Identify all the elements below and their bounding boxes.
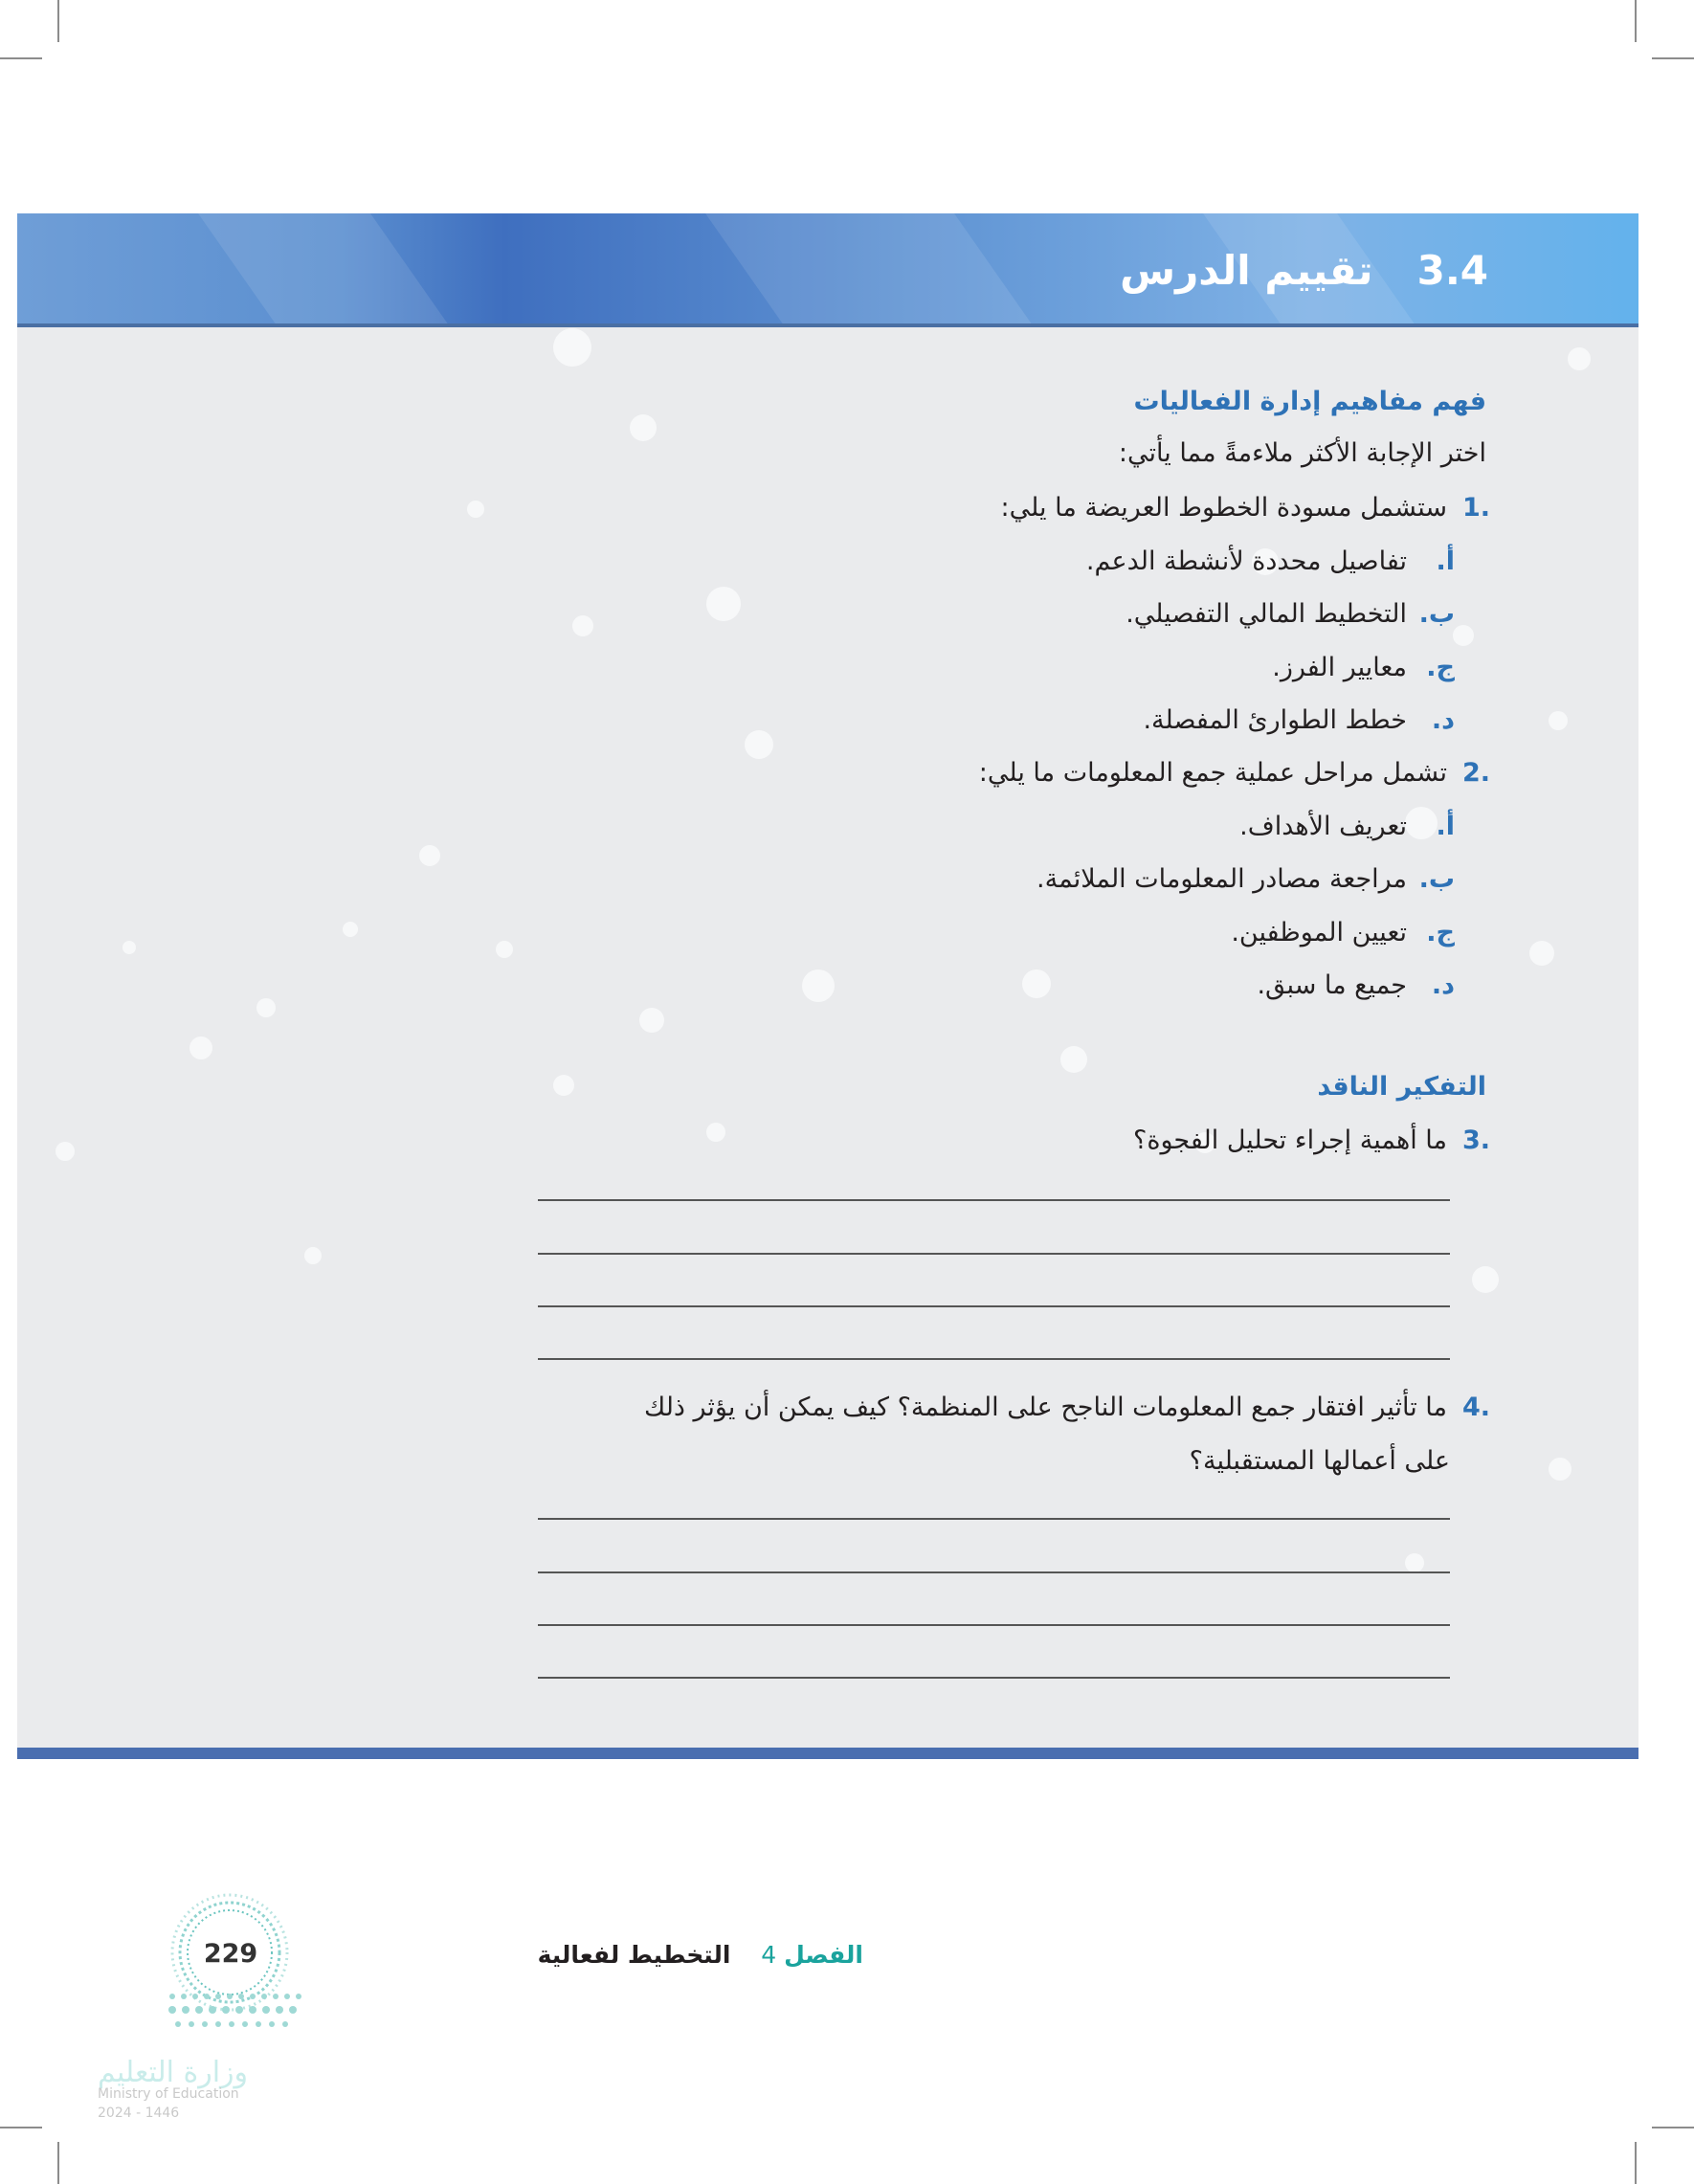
- option-letter: أ.: [1436, 812, 1455, 841]
- section-heading-critical-thinking: التفكير الناقد: [1317, 1072, 1486, 1102]
- ministry-name-arabic: وزارة التعليم: [98, 2056, 249, 2089]
- question-number: 4.: [1462, 1393, 1491, 1422]
- chapter-title: التخطيط لفعالية: [537, 1941, 731, 1969]
- question-text: تشمل مراحل عملية جمع المعلومات ما يلي:: [978, 758, 1447, 788]
- crop-mark: [0, 57, 42, 59]
- section-heading-concepts: فهم مفاهيم إدارة الفعاليات: [1133, 387, 1486, 416]
- crop-mark: [1652, 57, 1694, 59]
- option-text: تفاصيل محددة لأنشطة الدعم.: [1085, 546, 1407, 576]
- ministry-name-english: Ministry of Education: [98, 2086, 239, 2102]
- question-text: ما أهمية إجراء تحليل الفجوة؟: [1133, 1125, 1447, 1155]
- question-text-continued: على أعمالها المستقبلية؟: [1189, 1446, 1450, 1476]
- instruction-text: اختر الإجابة الأكثر ملاءمةً مما يأتي:: [1118, 438, 1486, 468]
- question-text: ستشمل مسودة الخطوط العريضة ما يلي:: [1000, 493, 1447, 523]
- option-text: معايير الفرز.: [1272, 653, 1407, 682]
- option-letter: ب.: [1418, 599, 1455, 629]
- bottom-bar: [17, 1748, 1638, 1759]
- option-letter: ج.: [1426, 918, 1455, 947]
- option-letter: ج.: [1426, 653, 1455, 682]
- lesson-title: تقييم الدرس: [1120, 247, 1373, 294]
- option-letter: د.: [1431, 705, 1455, 735]
- answer-line[interactable]: [538, 1253, 1450, 1255]
- question-number: 1.: [1462, 493, 1491, 523]
- crop-mark: [1652, 2127, 1694, 2128]
- option-letter: أ.: [1436, 546, 1455, 576]
- option-letter: ب.: [1418, 864, 1455, 894]
- page-number: 229: [203, 1939, 258, 1969]
- option-text: التخطيط المالي التفصيلي.: [1126, 599, 1407, 629]
- question-text: ما تأثير افتقار جمع المعلومات الناجح على المنظمة؟ كيف يمكن أن يؤثر ذلك: [643, 1393, 1447, 1422]
- option-text: مراجعة مصادر المعلومات الملائمة.: [1036, 864, 1407, 894]
- crop-mark: [1635, 0, 1637, 42]
- option-text: تعيين الموظفين.: [1231, 918, 1407, 947]
- answer-line[interactable]: [538, 1518, 1450, 1520]
- crop-mark: [57, 2142, 59, 2184]
- lesson-number: 3.4: [1416, 247, 1488, 294]
- question-number: 3.: [1462, 1125, 1491, 1155]
- lesson-heading: [1120, 247, 1488, 294]
- edition-year: 2024 - 1446: [98, 2106, 180, 2121]
- answer-line[interactable]: [538, 1571, 1450, 1573]
- crop-mark: [57, 0, 59, 42]
- banner-shadow: [17, 323, 1638, 327]
- chapter-number: 4: [761, 1941, 777, 1969]
- ministry-logo-dots-icon: [163, 1989, 316, 2037]
- option-letter: د.: [1431, 970, 1455, 1000]
- answer-line[interactable]: [538, 1624, 1450, 1626]
- answer-line[interactable]: [538, 1199, 1450, 1201]
- crop-mark: [1635, 2142, 1637, 2184]
- chapter-footer: [538, 1941, 863, 1969]
- option-text: جميع ما سبق.: [1257, 970, 1407, 1000]
- answer-line[interactable]: [538, 1677, 1450, 1679]
- answer-line[interactable]: [538, 1305, 1450, 1307]
- chapter-label: الفصل: [784, 1941, 863, 1969]
- crop-mark: [0, 2127, 42, 2128]
- question-number: 2.: [1462, 758, 1491, 788]
- option-text: خطط الطوارئ المفصلة.: [1143, 705, 1407, 735]
- answer-line[interactable]: [538, 1358, 1450, 1360]
- option-text: تعريف الأهداف.: [1239, 812, 1407, 841]
